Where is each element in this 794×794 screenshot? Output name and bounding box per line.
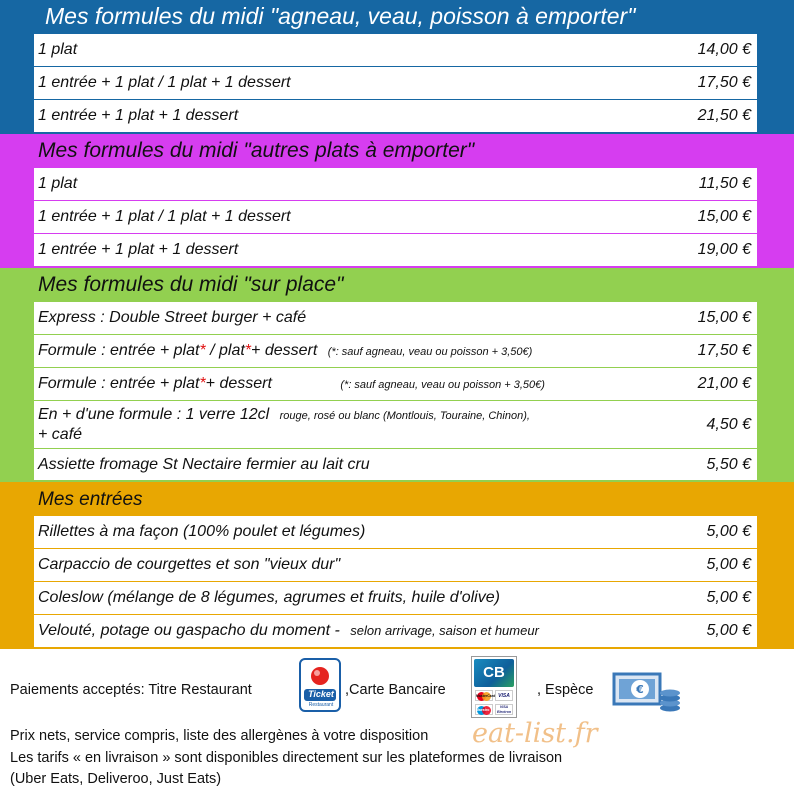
section-autres-plats (0, 134, 794, 268)
price-list (34, 516, 757, 647)
menu-row (34, 335, 757, 367)
menu-row (34, 100, 757, 132)
maestro-logo (475, 704, 493, 715)
section-sur-place (0, 268, 794, 482)
item-note: (*: sauf agneau, veau ou poisson + 3,50€) (340, 379, 545, 391)
ticket-logo-subtext: Restaurant (308, 702, 334, 708)
item-label: Express : Double Street burger + café (38, 309, 307, 326)
svg-text:€: € (636, 683, 644, 696)
item-price: 5,00 € (706, 589, 751, 606)
carte-bancaire-logo (471, 656, 517, 718)
item-note: (*: sauf agneau, veau ou poisson + 3,50€) (327, 346, 533, 358)
price-list (34, 34, 757, 132)
card-label: ,Carte Bancaire (345, 682, 446, 698)
section-title: Mes entrées (38, 489, 143, 510)
section-title: Mes formules du midi "sur place" (38, 273, 344, 296)
footer (0, 648, 794, 794)
item-label: 1 entrée + 1 plat + 1 dessert (38, 241, 239, 258)
item-price: 19,00 € (697, 241, 751, 258)
mastercard-logo (475, 690, 496, 701)
asterisk-mark: * (199, 375, 206, 392)
price-list (34, 302, 757, 480)
item-price: 21,50 € (697, 107, 751, 124)
menu-row (34, 234, 757, 266)
payments-label: Paiements acceptés: Titre Restaurant (10, 682, 252, 698)
asterisk-mark: * (199, 342, 206, 359)
brand-name: VISA Electron (496, 705, 511, 714)
item-price: 5,00 € (706, 556, 751, 573)
ticket-restaurant-logo (299, 658, 341, 712)
item-label: 1 entrée + 1 plat / 1 plat + 1 dessert (38, 208, 291, 225)
section-entrees (0, 482, 794, 649)
cash-label: , Espèce (537, 682, 594, 698)
item-price: 4,50 € (706, 415, 751, 433)
menu-row (34, 582, 757, 614)
menu-row (34, 34, 757, 66)
item-label-end: + dessert (205, 375, 272, 392)
item-label-start: En + d'une formule : 1 verre 12cl (38, 405, 270, 423)
menu-row (34, 449, 757, 480)
cash-icon (612, 670, 684, 714)
item-label-mid: / plat (205, 342, 245, 359)
item-label-start: Velouté, potage ou gaspacho du moment - (38, 622, 340, 639)
item-price: 15,00 € (697, 208, 751, 225)
item-label: Rillettes à ma façon (100% poulet et légumes) (38, 523, 366, 540)
section-title: Mes formules du midi "agneau, veau, poisson à emporter" (45, 3, 636, 29)
section-agneau-veau-poisson (0, 0, 794, 134)
info-line-1: Prix nets, service compris, liste des allergènes à votre disposition (10, 728, 429, 744)
item-label: Carpaccio de courgettes et son "vieux dur" (38, 556, 341, 573)
item-label (34, 374, 698, 394)
item-price: 5,00 € (706, 523, 751, 540)
item-label: 1 entrée + 1 plat + 1 dessert (38, 107, 239, 124)
item-price: 11,50 € (698, 175, 751, 192)
menu-row (34, 168, 757, 200)
cb-logo-mark (474, 659, 514, 687)
menu-row (34, 67, 757, 99)
menu-row (34, 368, 757, 400)
item-price: 5,50 € (706, 455, 751, 473)
item-label-start: Formule : entrée + plat (38, 375, 200, 392)
brand-name: MasterCard (476, 694, 496, 698)
visa-logo (495, 690, 513, 701)
item-label-second-line: + café (38, 425, 83, 443)
item-label (34, 621, 707, 641)
item-label: 1 plat (38, 41, 78, 58)
menu-row (34, 201, 757, 233)
item-price: 21,00 € (697, 375, 751, 392)
item-label-start: Formule : entrée + plat (38, 342, 200, 359)
item-note: rouge, rosé ou blanc (Montlouis, Touraine, Chinon), (279, 409, 530, 422)
menu-row (34, 549, 757, 581)
item-label (34, 405, 707, 445)
item-label: 1 plat (38, 175, 78, 192)
price-list (34, 168, 757, 266)
menu-row (34, 615, 757, 647)
item-price: 17,50 € (697, 342, 751, 359)
brand-name: VISA (498, 693, 510, 699)
brand-name: Maestro (476, 708, 490, 712)
item-price: 14,00 € (697, 41, 751, 58)
watermark: eat-list.fr (472, 718, 598, 749)
item-note: selon arrivage, saison et humeur (350, 623, 539, 638)
menu-row (34, 302, 757, 334)
asterisk-mark: * (244, 342, 252, 359)
item-price: 15,00 € (697, 309, 751, 326)
menu-row (34, 401, 757, 448)
info-line-2: Les tarifs « en livraison » sont disponibles directement sur les plateformes de livraison (10, 750, 563, 766)
section-title: Mes formules du midi "autres plats à emporter" (38, 139, 475, 162)
item-label-end: + dessert (251, 342, 318, 359)
item-price: 17,50 € (697, 74, 751, 91)
item-label: Assiette fromage St Nectaire fermier au lait cru (38, 455, 370, 473)
item-price: 5,00 € (706, 622, 751, 639)
ticket-logo-text: Ticket (308, 689, 334, 699)
visa-electron-logo (495, 704, 513, 715)
info-line-3: (Uber Eats, Deliveroo, Just Eats) (10, 771, 222, 787)
cb-logo-text: CB (483, 664, 505, 681)
item-label (34, 341, 698, 361)
menu-row (34, 516, 757, 548)
item-label: 1 entrée + 1 plat / 1 plat + 1 dessert (38, 74, 291, 91)
item-label: Coleslow (mélange de 8 légumes, agrumes et fruits, huile d'olive) (38, 589, 500, 606)
